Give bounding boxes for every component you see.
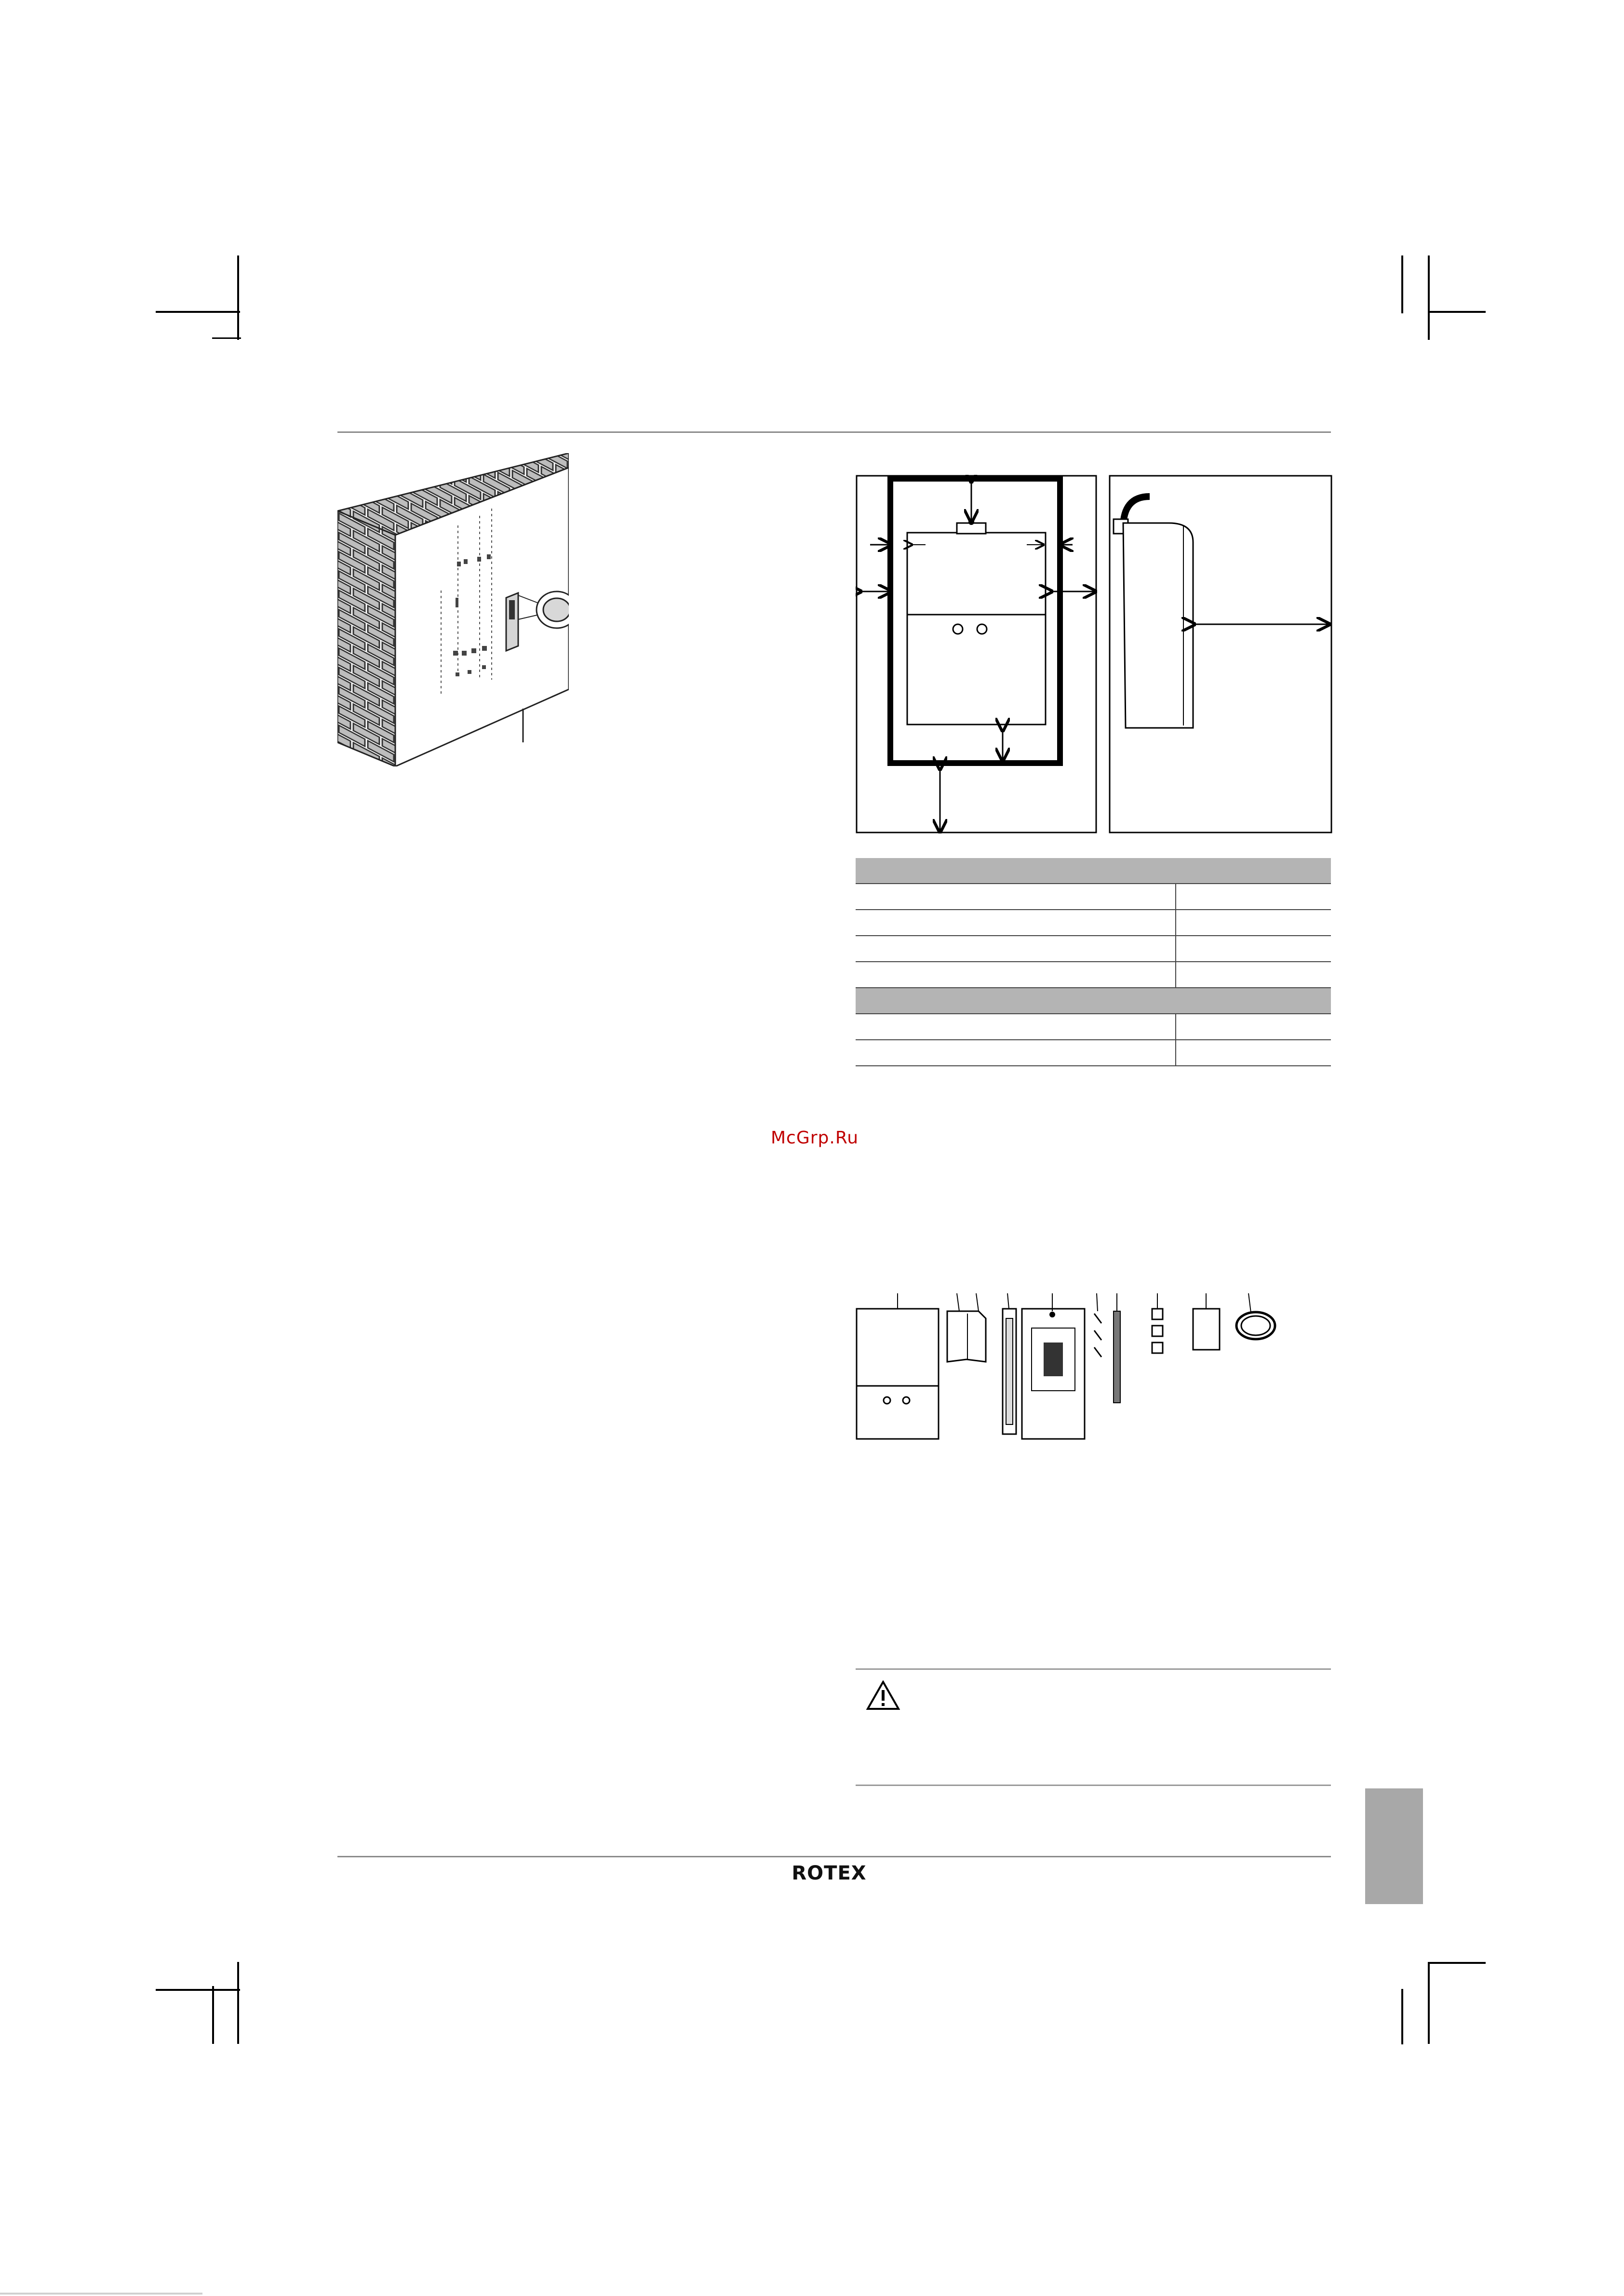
scan-artifact: [0, 2293, 202, 2295]
table-row: [856, 962, 1331, 988]
table-row: [856, 936, 1331, 962]
watermark: McGrp.Ru: [770, 1128, 859, 1148]
section-thumb-tab: [1365, 1788, 1423, 1904]
wall-mounting-illustration: [337, 453, 569, 766]
table-header-row: [856, 988, 1331, 1014]
clearance-table: [856, 858, 1331, 1066]
warning-icon: [866, 1680, 900, 1710]
brand-logo: ROTEX: [792, 1862, 867, 1884]
clearance-diagram: [856, 475, 1333, 841]
table-row: [856, 884, 1331, 910]
table-header-row: [856, 858, 1331, 884]
package-contents-illustration: [856, 1285, 1333, 1444]
table-row: [856, 910, 1331, 936]
table-row: [856, 1040, 1331, 1066]
footer-rule: [337, 1856, 1331, 1857]
warning-box: [856, 1668, 1331, 1786]
header-rule: [337, 431, 1331, 433]
table-row: [856, 1014, 1331, 1040]
